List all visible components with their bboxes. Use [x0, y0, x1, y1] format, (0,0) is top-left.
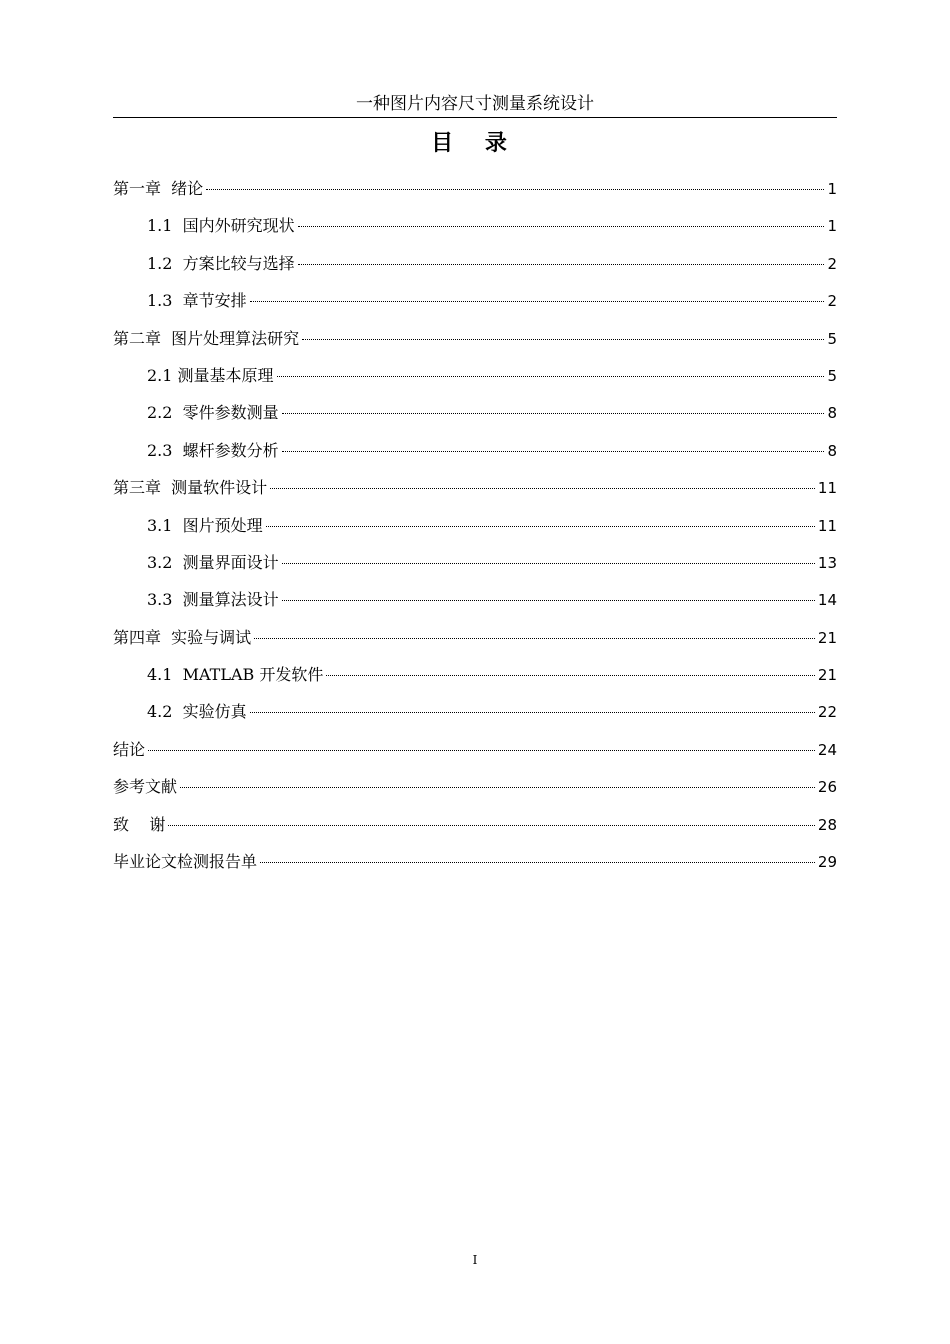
toc-entry-page-number: 1 — [827, 217, 837, 236]
toc-entry-label: 1.1 国内外研究现状 — [147, 216, 295, 236]
toc-section-entry[interactable] — [113, 436, 837, 473]
toc-dot-leader — [266, 526, 815, 527]
toc-entry-label: 第二章 图片处理算法研究 — [113, 328, 300, 348]
toc-entry-page-number: 11 — [817, 479, 837, 498]
toc-entry-page-number: 13 — [817, 553, 837, 572]
toc-entry-label: 2.1 测量基本原理 — [147, 365, 274, 385]
toc-dot-leader — [282, 451, 825, 452]
toc-dot-leader — [302, 339, 824, 340]
toc-section-entry[interactable] — [113, 585, 837, 622]
toc-section-entry[interactable] — [113, 511, 837, 548]
toc-entry-page-number: 22 — [817, 703, 837, 722]
toc-dot-leader — [326, 675, 815, 676]
toc-dot-leader — [250, 712, 815, 713]
document-title: 一种图片内容尺寸测量系统设计 — [356, 94, 594, 114]
toc-entry-label: 第四章 实验与调试 — [113, 627, 252, 647]
toc-section-entry[interactable] — [113, 697, 837, 734]
toc-dot-leader — [168, 825, 815, 826]
toc-entry-page-number: 5 — [827, 329, 837, 348]
toc-heading: 目 录 — [431, 131, 519, 156]
toc-entry-page-number: 11 — [817, 516, 837, 535]
toc-entry-label: 3.3 测量算法设计 — [147, 590, 279, 610]
page-footer — [0, 1252, 950, 1268]
toc-entry-label: 3.2 测量界面设计 — [147, 552, 279, 572]
toc-chapter-entry[interactable] — [113, 473, 837, 510]
toc-entry-label: 4.2 实验仿真 — [147, 702, 247, 722]
toc-entry-label: 参考文献 — [113, 777, 178, 797]
toc-section-entry[interactable] — [113, 361, 837, 398]
toc-entry-page-number: 1 — [827, 180, 837, 198]
toc-dot-leader — [250, 301, 825, 302]
toc-dot-leader — [206, 189, 824, 190]
toc-entry-label: 毕业论文检测报告单 — [113, 852, 258, 872]
toc-entry-page-number: 24 — [817, 740, 837, 759]
toc-chapter-entry[interactable] — [113, 810, 837, 847]
toc-entry-page-number: 26 — [817, 778, 837, 797]
toc-dot-leader — [277, 376, 825, 377]
toc-entry-label: 结论 — [113, 739, 146, 759]
toc-entry-page-number: 14 — [817, 591, 837, 610]
toc-entry-label: 2.2 零件参数测量 — [147, 403, 279, 423]
toc-entry-label: 4.1 MATLAB 开发软件 — [147, 665, 324, 685]
table-of-contents — [113, 174, 837, 884]
toc-entry-label: 1.2 方案比较与选择 — [147, 253, 295, 273]
toc-dot-leader — [282, 563, 815, 564]
toc-dot-leader — [180, 787, 815, 788]
page-header — [113, 92, 837, 118]
toc-entry-page-number: 29 — [817, 853, 837, 872]
toc-dot-leader — [298, 264, 825, 265]
toc-entry-page-number: 21 — [817, 666, 837, 685]
toc-dot-leader — [260, 862, 815, 863]
toc-entry-page-number: 8 — [827, 441, 837, 460]
page-number: I — [472, 1253, 478, 1267]
toc-dot-leader — [282, 413, 825, 414]
toc-entry-page-number: 28 — [817, 815, 837, 834]
toc-chapter-entry[interactable] — [113, 735, 837, 772]
toc-entry-page-number: 2 — [827, 254, 837, 273]
toc-chapter-entry[interactable] — [113, 174, 837, 211]
toc-entry-page-number: 8 — [827, 404, 837, 423]
toc-entry-page-number: 2 — [827, 292, 837, 311]
toc-dot-leader — [270, 488, 815, 489]
toc-section-entry[interactable] — [113, 249, 837, 286]
toc-entry-label: 1.3 章节安排 — [147, 291, 247, 311]
toc-section-entry[interactable] — [113, 660, 837, 697]
toc-entry-label: 2.3 螺杆参数分析 — [147, 440, 279, 460]
toc-chapter-entry[interactable] — [113, 623, 837, 660]
toc-entry-label: 第三章 测量软件设计 — [113, 478, 268, 498]
toc-dot-leader — [298, 226, 825, 227]
toc-section-entry[interactable] — [113, 398, 837, 435]
toc-dot-leader — [282, 600, 815, 601]
toc-chapter-entry[interactable] — [113, 772, 837, 809]
toc-entry-page-number: 5 — [827, 366, 837, 385]
toc-section-entry[interactable] — [113, 548, 837, 585]
toc-section-entry[interactable] — [113, 211, 837, 248]
toc-section-entry[interactable] — [113, 286, 837, 323]
toc-dot-leader — [148, 750, 815, 751]
toc-chapter-entry[interactable] — [113, 847, 837, 884]
toc-entry-label: 3.1 图片预处理 — [147, 515, 263, 535]
toc-entry-page-number: 21 — [817, 628, 837, 647]
toc-chapter-entry[interactable] — [113, 324, 837, 361]
toc-entry-label: 第一章 绪论 — [113, 179, 204, 198]
toc-entry-label: 致 谢 — [113, 814, 166, 834]
toc-dot-leader — [254, 638, 815, 639]
